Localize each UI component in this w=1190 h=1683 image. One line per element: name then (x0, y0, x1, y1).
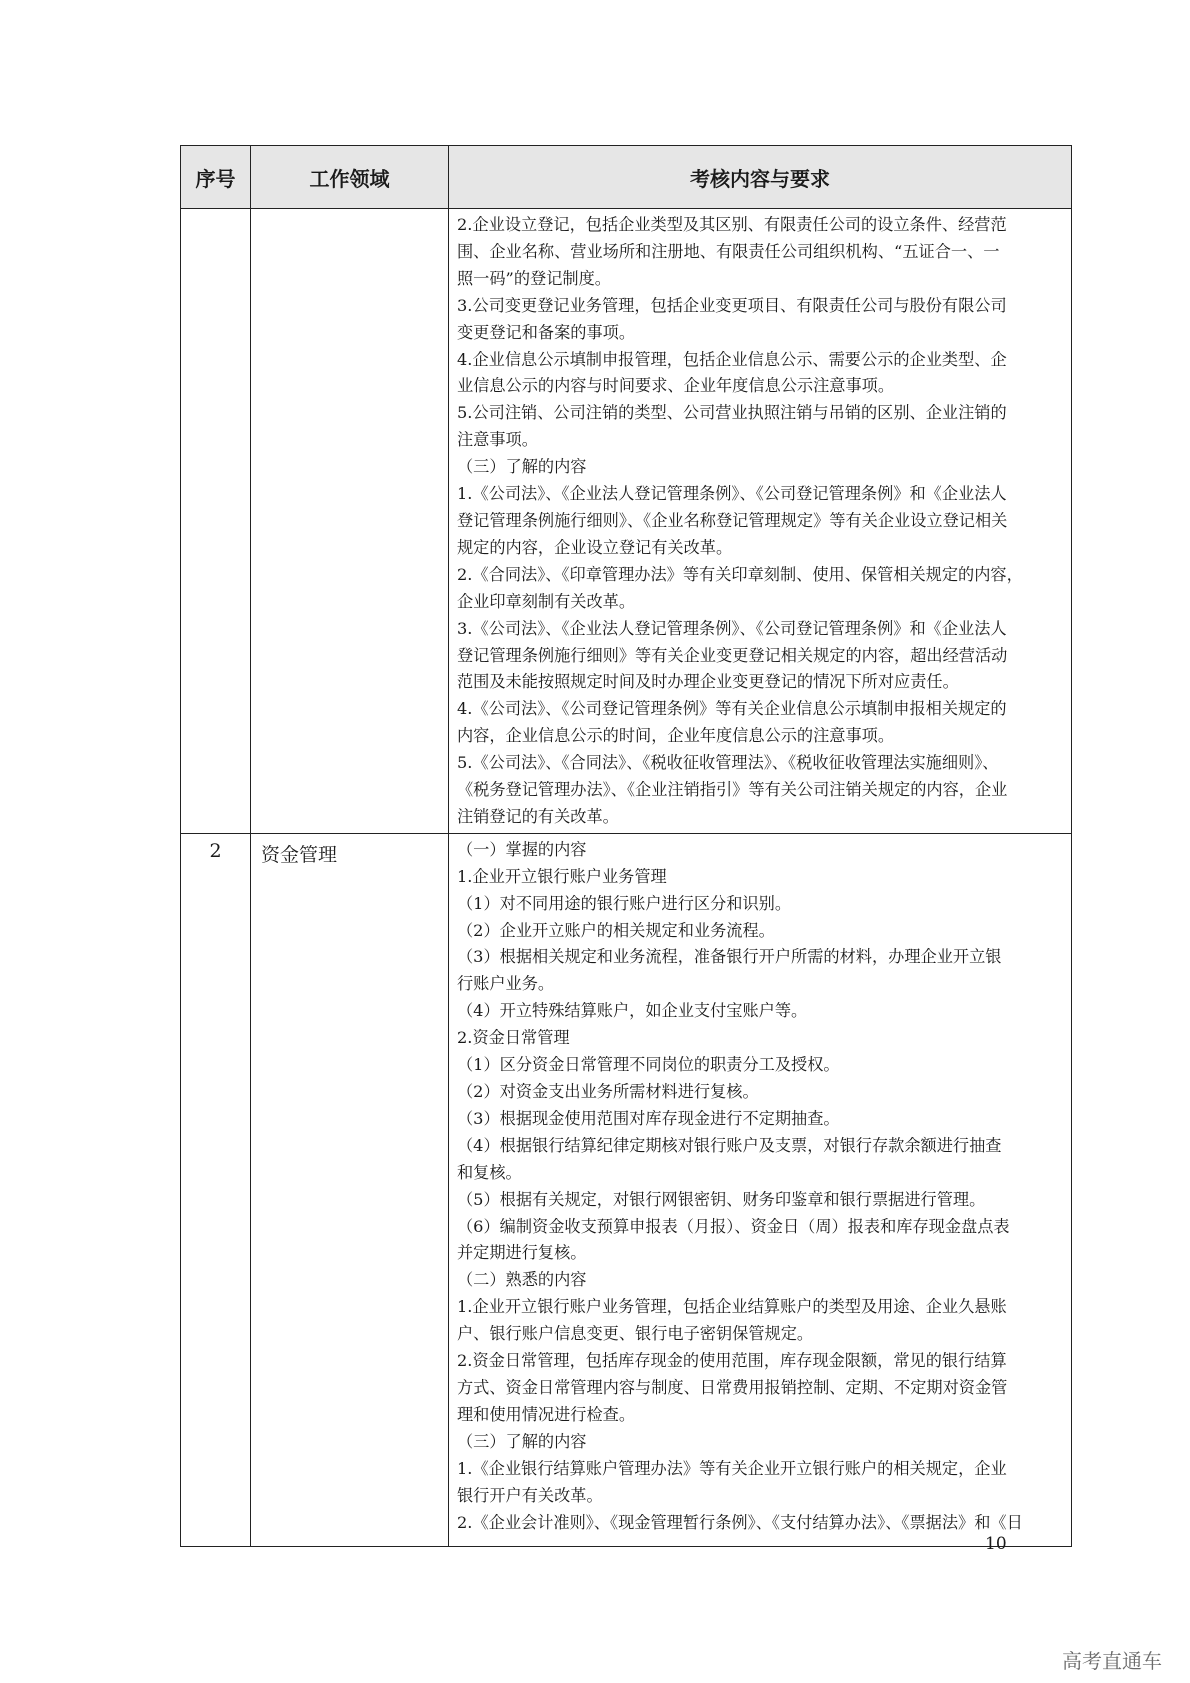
content-line: （3）根据现金使用范围对库存现金进行不定期抽查。 (457, 1108, 840, 1128)
work-area-cell: 资金管理 (251, 833, 449, 1546)
content-line: 变更登记和备案的事项。 (457, 322, 636, 342)
content-line: 3.《公司法》、《企业法人登记管理条例》、《公司登记管理条例》和《企业法人 (457, 618, 1007, 638)
content-line: 范围及未能按照规定时间及时办理企业变更登记的情况下所对应责任。 (457, 672, 959, 692)
content-line: 注销登记的有关改革。 (457, 806, 619, 826)
content-line: 和复核。 (457, 1162, 522, 1182)
work-area-cell (251, 209, 449, 834)
content-line: 1.《公司法》、《企业法人登记管理条例》、《公司登记管理条例》和《企业法人 (457, 484, 1007, 504)
content-line: 2.资金日常管理，包括库存现金的使用范围，库存现金限额，常见的银行结算 (457, 1351, 1007, 1371)
content-line: （3）根据相关规定和业务流程，准备银行开户所需的材料，办理企业开立银 (457, 947, 1002, 967)
content-line: 方式、资金日常管理内容与制度、日常费用报销控制、定期、不定期对资金管 (457, 1377, 1008, 1397)
table-header-row (181, 146, 1072, 209)
content-line: （4）开立特殊结算账户，如企业支付宝账户等。 (457, 1001, 808, 1021)
content-line: 4.《公司法》、《公司登记管理条例》等有关企业信息公示填制申报相关规定的 (457, 699, 1007, 719)
content-line: （4）根据银行结算纪律定期核对银行账户及支票，对银行存款余额进行抽查 (457, 1135, 1002, 1155)
content-cell (449, 833, 1072, 1546)
content-line: 2.《合同法》、《印章管理办法》等有关印章刻制、使用、保管相关规定的内容， (457, 564, 1023, 584)
content-line: 理和使用情况进行检查。 (457, 1404, 636, 1424)
content-line: 《税务登记管理办法》、《企业注销指引》等有关公司注销关规定的内容，企业 (457, 780, 1008, 800)
content-line: （三）了解的内容 (457, 1431, 587, 1451)
content-line: 2.资金日常管理 (457, 1028, 570, 1048)
content-line: （5）根据有关规定，对银行网银密钥、财务印鉴章和银行票据进行管理。 (457, 1189, 986, 1209)
table-row (181, 833, 1072, 1546)
content-line: 5.《公司法》、《合同法》、《税收征收管理法》、《税收征收管理法实施细则》、 (457, 753, 999, 773)
content-cell (449, 209, 1072, 834)
header-content-requirements: 考核内容与要求 (449, 146, 1072, 209)
content-line: （三）了解的内容 (457, 457, 587, 477)
content-line: 内容，企业信息公示的时间，企业年度信息公示的注意事项。 (457, 726, 895, 746)
serial-number-cell: 2 (181, 833, 251, 1546)
content-line: （6）编制资金收支预算申报表（月报）、资金日（周）报表和库存现金盘点表 (457, 1216, 1010, 1236)
header-serial-number: 序号 (181, 146, 251, 209)
content-line: 围、企业名称、营业场所和注册地、有限责任公司组织机构、“五证合一、一 (457, 241, 1000, 261)
content-line: 企业印章刻制有关改革。 (457, 591, 636, 611)
table-row (181, 209, 1072, 834)
content-line: （1）区分资金日常管理不同岗位的职责分工及授权。 (457, 1055, 840, 1075)
content-line: 4.企业信息公示填制申报管理，包括企业信息公示、需要公示的企业类型、企 (457, 349, 1007, 369)
content-line: 2.《企业会计准则》、《现金管理暂行条例》、《支付结算办法》、《票据法》和《日 (457, 1512, 1023, 1532)
content-line: 3.公司变更登记业务管理，包括企业变更项目、有限责任公司与股份有限公司 (457, 295, 1007, 315)
content-line: 户、银行账户信息变更、银行电子密钥保管规定。 (457, 1324, 814, 1344)
content-line: 1.《企业银行结算账户管理办法》等有关企业开立银行账户的相关规定，企业 (457, 1458, 1007, 1478)
content-line: （一）掌握的内容 (457, 839, 587, 859)
content-line: 业信息公示的内容与时间要求、企业年度信息公示注意事项。 (457, 376, 895, 396)
content-line: 登记管理条例施行细则》等有关企业变更登记相关规定的内容，超出经营活动 (457, 645, 1008, 665)
content-line: 2.企业设立登记，包括企业类型及其区别、有限责任公司的设立条件、经营范 (457, 215, 1007, 234)
content-line: （1）对不同用途的银行账户进行区分和识别。 (457, 893, 792, 913)
content-line: 并定期进行复核。 (457, 1243, 587, 1263)
content-line: 银行开户有关改革。 (457, 1485, 603, 1505)
serial-number-cell (181, 209, 251, 834)
page-number: 10 (985, 1534, 1007, 1554)
content-line: 规定的内容，企业设立登记有关改革。 (457, 537, 733, 557)
content-line: （2）企业开立账户的相关规定和业务流程。 (457, 920, 775, 940)
content-line: 行账户业务。 (457, 974, 555, 994)
assessment-table (180, 145, 1072, 1547)
content-line: （2）对资金支出业务所需材料进行复核。 (457, 1082, 759, 1101)
header-work-area: 工作领域 (251, 146, 449, 209)
content-line: 1.企业开立银行账户业务管理 (457, 866, 667, 886)
content-line: （二）熟悉的内容 (457, 1270, 587, 1290)
content-line: 登记管理条例施行细则》、《企业名称登记管理规定》等有关企业设立登记相关 (457, 510, 1008, 530)
content-line: 注意事项。 (457, 430, 538, 450)
watermark-text: 高考直通车 (1062, 1649, 1162, 1673)
content-line: 1.企业开立银行账户业务管理，包括企业结算账户的类型及用途、企业久悬账 (457, 1297, 1007, 1317)
content-line: 5.公司注销、公司注销的类型、公司营业执照注销与吊销的区别、企业注销的 (457, 403, 1007, 423)
content-line: 照一码”的登记制度。 (457, 268, 611, 288)
